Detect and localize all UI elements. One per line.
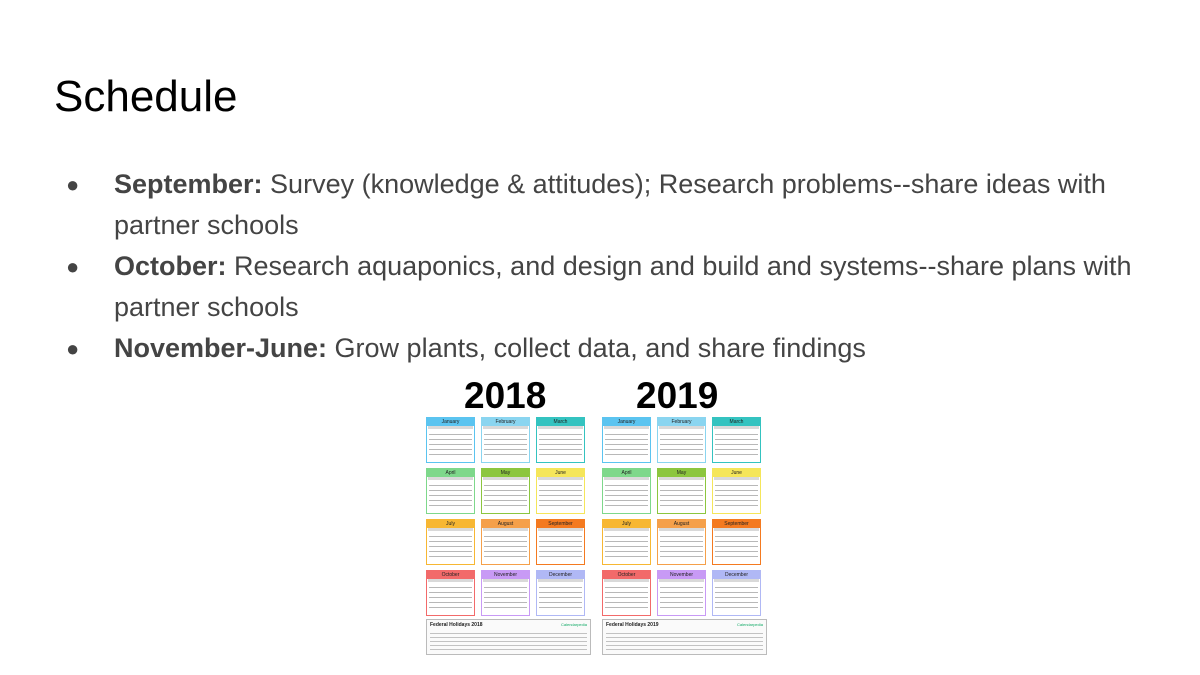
month-name: October: [427, 571, 474, 579]
bullet-label: November-June:: [114, 333, 328, 363]
brand-logo: Calendarpedia: [560, 622, 587, 627]
month-name: June: [713, 469, 760, 477]
month-name: July: [427, 520, 474, 528]
weekday-header: [483, 426, 528, 429]
bullet-label: October:: [114, 251, 227, 281]
day-grid: [715, 431, 758, 459]
bullet-october: [66, 246, 1146, 328]
weekday-header: [604, 426, 649, 429]
day-grid: [715, 533, 758, 561]
month-name: August: [658, 520, 705, 528]
bullet-text: Grow plants, collect data, and share findings: [327, 333, 866, 363]
month-february: [481, 417, 530, 463]
calendar-2019: [602, 417, 767, 657]
weekday-header: [714, 579, 759, 582]
bullet-september: [66, 164, 1146, 246]
day-grid: [429, 584, 472, 612]
weekday-header: [604, 579, 649, 582]
bullet-dot-icon: ●: [66, 254, 80, 279]
weekday-header: [714, 426, 759, 429]
weekday-header: [538, 528, 583, 531]
month-march: [536, 417, 585, 463]
bullet-label: September:: [114, 169, 263, 199]
month-july: [602, 519, 651, 565]
weekday-header: [714, 477, 759, 480]
month-name: September: [537, 520, 584, 528]
day-grid: [715, 584, 758, 612]
holidays-list: [606, 630, 763, 651]
month-november: [481, 570, 530, 616]
month-august: [481, 519, 530, 565]
day-grid: [715, 482, 758, 510]
federal-holidays-2019: [602, 619, 767, 655]
weekday-header: [428, 426, 473, 429]
month-october: [602, 570, 651, 616]
month-name: January: [427, 418, 474, 426]
month-april: [426, 468, 475, 514]
month-name: February: [658, 418, 705, 426]
month-may: [657, 468, 706, 514]
month-name: December: [537, 571, 584, 579]
holidays-title: Federal Holidays 2019: [606, 622, 659, 628]
weekday-header: [428, 528, 473, 531]
day-grid: [660, 431, 703, 459]
weekday-header: [659, 579, 704, 582]
month-october: [426, 570, 475, 616]
weekday-header: [483, 579, 528, 582]
weekday-header: [659, 528, 704, 531]
day-grid: [605, 431, 648, 459]
month-name: June: [537, 469, 584, 477]
holidays-title: Federal Holidays 2018: [430, 622, 483, 628]
weekday-header: [538, 579, 583, 582]
day-grid: [539, 431, 582, 459]
calendar-2018: [426, 417, 591, 657]
year-label-2019: 2019: [636, 375, 719, 416]
month-march: [712, 417, 761, 463]
day-grid: [660, 584, 703, 612]
day-grid: [660, 533, 703, 561]
month-name: December: [713, 571, 760, 579]
day-grid: [539, 533, 582, 561]
day-grid: [605, 482, 648, 510]
weekday-header: [538, 477, 583, 480]
weekday-header: [428, 477, 473, 480]
month-name: November: [482, 571, 529, 579]
month-january: [426, 417, 475, 463]
year-label-2018: 2018: [464, 375, 547, 416]
weekday-header: [483, 477, 528, 480]
months-grid-2019: [602, 417, 767, 619]
month-name: January: [603, 418, 650, 426]
month-may: [481, 468, 530, 514]
bullet-text: Survey (knowledge & attitudes); Research problems--share ideas with partner schools: [114, 169, 1106, 240]
day-grid: [429, 482, 472, 510]
month-name: March: [713, 418, 760, 426]
month-july: [426, 519, 475, 565]
weekday-header: [428, 579, 473, 582]
day-grid: [660, 482, 703, 510]
month-name: September: [713, 520, 760, 528]
month-name: May: [482, 469, 529, 477]
weekday-header: [483, 528, 528, 531]
month-june: [712, 468, 761, 514]
weekday-header: [659, 477, 704, 480]
month-december: [712, 570, 761, 616]
month-name: October: [603, 571, 650, 579]
day-grid: [605, 533, 648, 561]
holidays-list: [430, 630, 587, 651]
month-name: November: [658, 571, 705, 579]
month-name: May: [658, 469, 705, 477]
month-april: [602, 468, 651, 514]
month-name: August: [482, 520, 529, 528]
day-grid: [484, 584, 527, 612]
bullet-november-june: [66, 328, 1146, 369]
month-february: [657, 417, 706, 463]
day-grid: [539, 482, 582, 510]
month-january: [602, 417, 651, 463]
day-grid: [429, 533, 472, 561]
weekday-header: [604, 477, 649, 480]
month-september: [536, 519, 585, 565]
weekday-header: [659, 426, 704, 429]
weekday-header: [714, 528, 759, 531]
month-december: [536, 570, 585, 616]
month-name: July: [603, 520, 650, 528]
month-name: February: [482, 418, 529, 426]
day-grid: [484, 482, 527, 510]
weekday-header: [604, 528, 649, 531]
day-grid: [484, 533, 527, 561]
bullet-text: Research aquaponics, and design and build and systems--share plans with partner schools: [114, 251, 1132, 322]
day-grid: [429, 431, 472, 459]
federal-holidays-2018: [426, 619, 591, 655]
month-august: [657, 519, 706, 565]
month-november: [657, 570, 706, 616]
weekday-header: [538, 426, 583, 429]
day-grid: [539, 584, 582, 612]
brand-logo: Calendarpedia: [736, 622, 763, 627]
month-name: April: [427, 469, 474, 477]
day-grid: [484, 431, 527, 459]
month-june: [536, 468, 585, 514]
slide-title: Schedule: [54, 72, 238, 121]
bullet-dot-icon: ●: [66, 172, 80, 197]
month-name: March: [537, 418, 584, 426]
month-name: April: [603, 469, 650, 477]
schedule-bullet-list: [66, 164, 1146, 369]
months-grid-2018: [426, 417, 591, 619]
day-grid: [605, 584, 648, 612]
month-september: [712, 519, 761, 565]
calendar-image: [420, 375, 776, 657]
bullet-dot-icon: ●: [66, 336, 80, 361]
